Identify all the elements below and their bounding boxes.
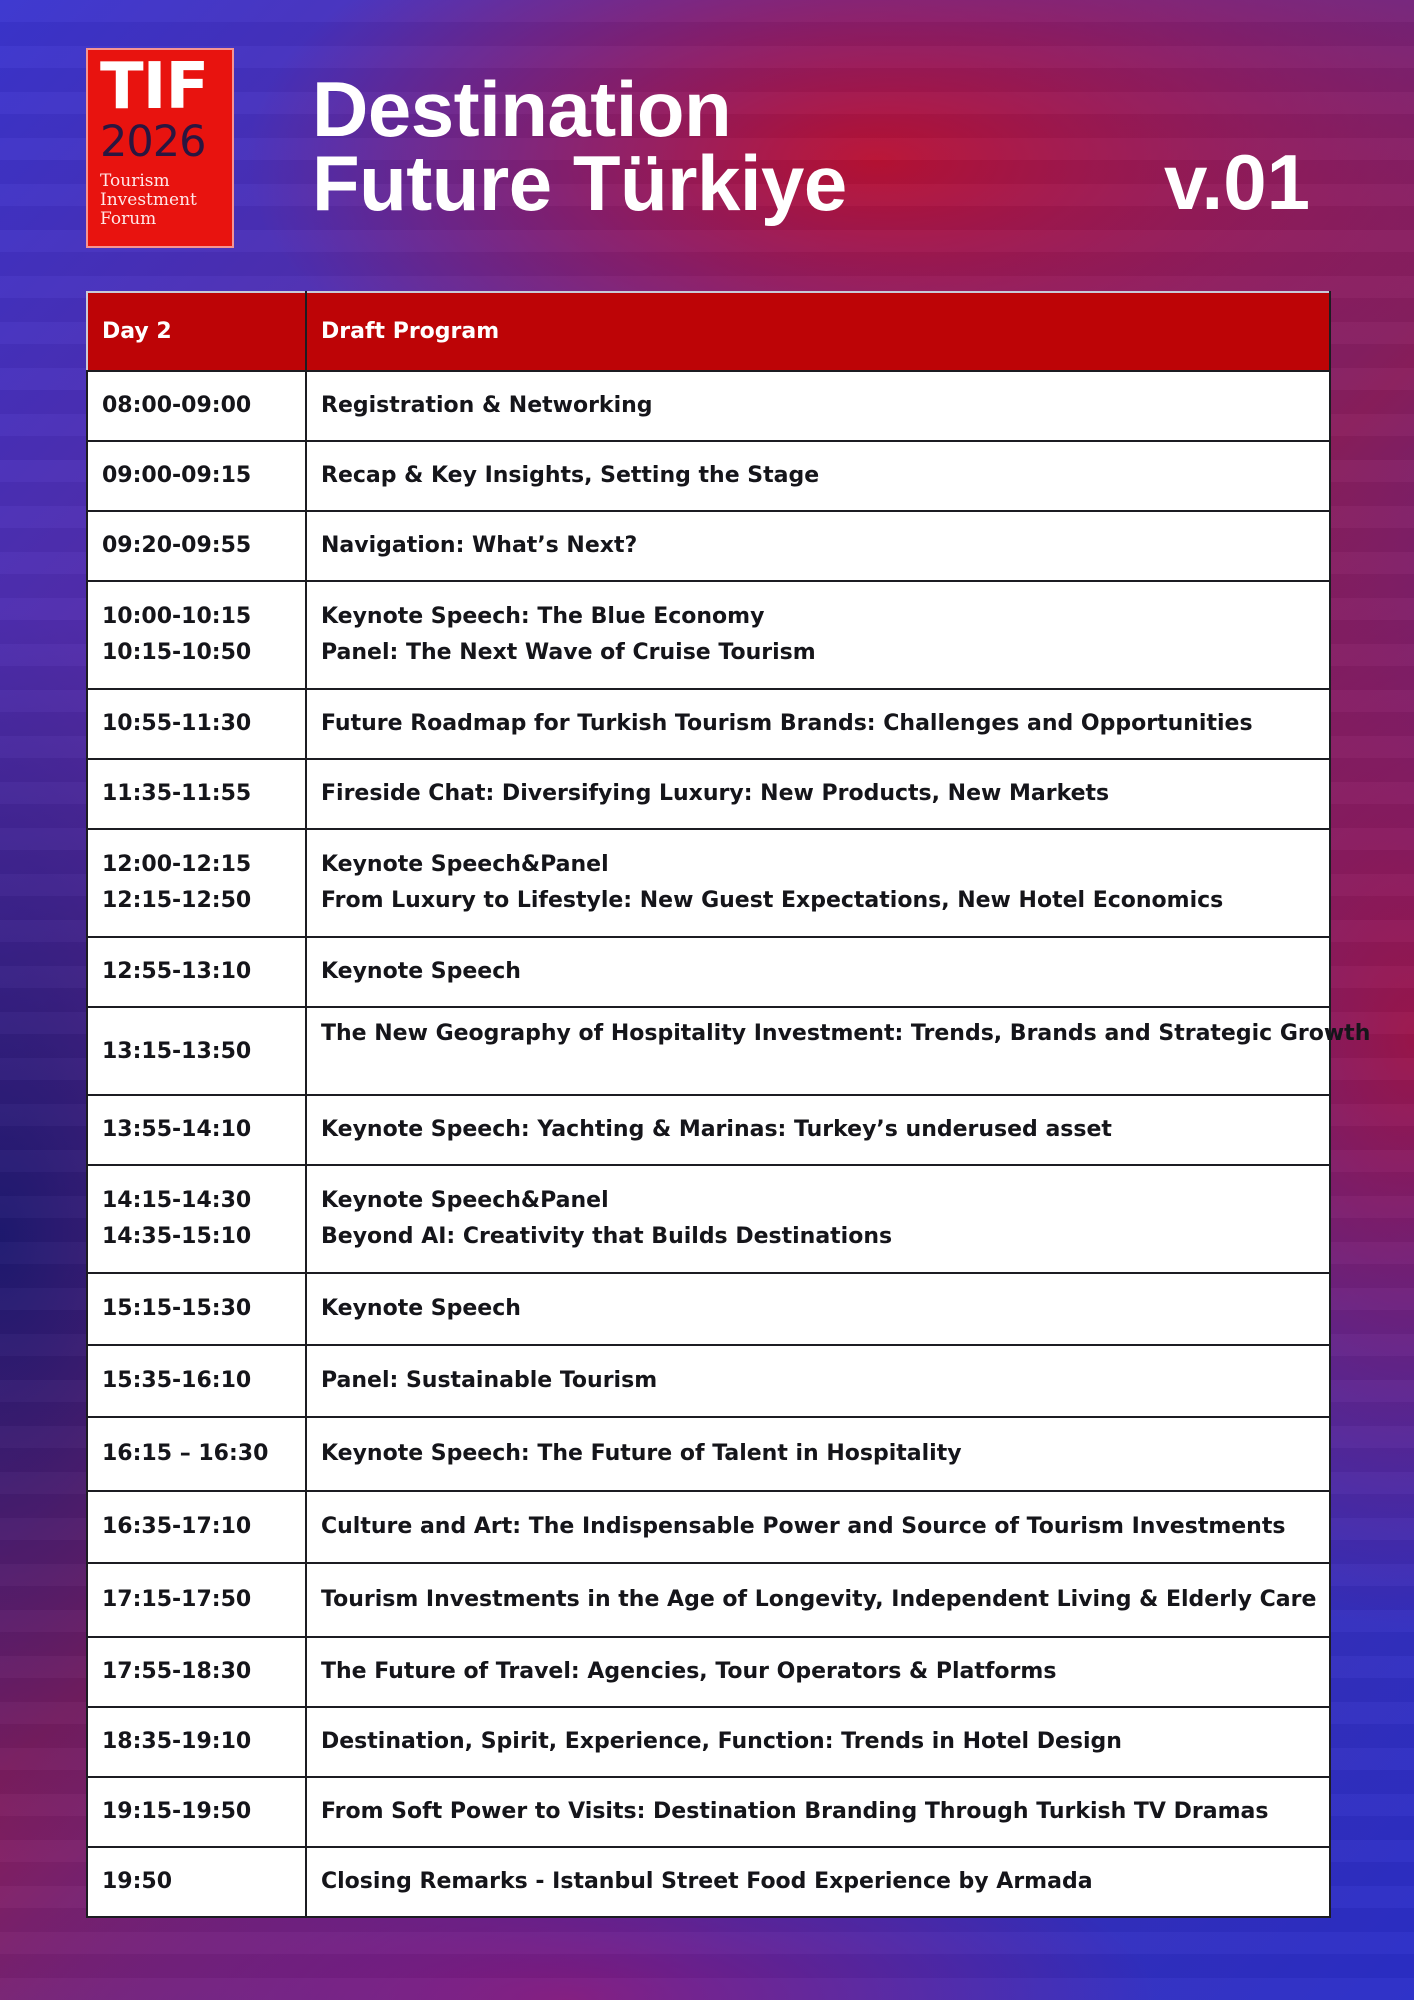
- program-item: Future Roadmap for Turkish Tourism Brands: Challenges and Opportunities: [321, 711, 1253, 736]
- page-title-line-2: Future Türkiye: [312, 139, 847, 227]
- time-cell: [87, 1417, 306, 1491]
- program-cell: [306, 1095, 1330, 1165]
- table-row: [87, 937, 1330, 1007]
- time-slot: 11:35-11:55: [102, 781, 252, 806]
- program-item: Fireside Chat: Diversifying Luxury: New Products, New Markets: [321, 781, 1110, 806]
- program-item: From Luxury to Lifestyle: New Guest Expectations, New Hotel Economics: [321, 888, 1224, 913]
- time-cell: [87, 1345, 306, 1417]
- time-slot: 14:35-15:10: [102, 1224, 252, 1249]
- program-cell: [306, 1777, 1330, 1847]
- time-slot: 13:55-14:10: [102, 1117, 252, 1142]
- table-row: [87, 581, 1330, 689]
- table-row: [87, 1563, 1330, 1637]
- time-slot: 08:00-09:00: [102, 393, 252, 418]
- day-header: Day 2: [87, 292, 306, 371]
- time-slot: 16:35-17:10: [102, 1514, 252, 1539]
- table-row: [87, 1165, 1330, 1273]
- time-cell: [87, 511, 306, 581]
- time-slot: 12:15-12:50: [102, 888, 252, 913]
- program-item: Destination, Spirit, Experience, Function: Trends in Hotel Design: [321, 1729, 1122, 1754]
- program-item: Keynote Speech: [321, 959, 521, 984]
- program-cell: [306, 511, 1330, 581]
- program-cell: [306, 829, 1330, 937]
- version-label: v.01: [1163, 138, 1310, 226]
- logo-subtitle-line: Investment: [100, 190, 197, 210]
- table-row: [87, 371, 1330, 441]
- program-cell: [306, 689, 1330, 759]
- time-cell: [87, 1273, 306, 1345]
- time-slot: 19:15-19:50: [102, 1799, 252, 1824]
- program-cell: [306, 1273, 1330, 1345]
- program-item: Keynote Speech: [321, 1296, 521, 1321]
- table-row: [87, 1007, 1330, 1095]
- time-cell: [87, 937, 306, 1007]
- program-cell: [306, 1847, 1330, 1917]
- table-row: [87, 689, 1330, 759]
- table-row: [87, 759, 1330, 829]
- table-row: [87, 1491, 1330, 1563]
- table-row: [87, 1707, 1330, 1777]
- program-cell: [306, 371, 1330, 441]
- table-row: [87, 1637, 1330, 1707]
- program-item: Keynote Speech&Panel: [321, 1188, 609, 1213]
- program-cell: [306, 937, 1330, 1007]
- time-slot: 12:55-13:10: [102, 959, 252, 984]
- program-cell: [306, 581, 1330, 689]
- program-item: Navigation: What’s Next?: [321, 533, 638, 558]
- time-slot: 12:00-12:15: [102, 852, 252, 877]
- time-cell: [87, 581, 306, 689]
- program-cell: [306, 1707, 1330, 1777]
- program-cell: [306, 1165, 1330, 1273]
- program-item: Panel: The Next Wave of Cruise Tourism: [321, 640, 816, 665]
- program-item: Keynote Speech: The Future of Talent in Hospitality: [321, 1441, 962, 1466]
- program-item: Culture and Art: The Indispensable Power and Source of Tourism Investments: [321, 1514, 1286, 1539]
- time-cell: [87, 1007, 306, 1095]
- time-cell: [87, 1095, 306, 1165]
- time-slot: 09:00-09:15: [102, 463, 252, 488]
- program-cell: [306, 1491, 1330, 1563]
- time-cell: [87, 1707, 306, 1777]
- table-row: [87, 511, 1330, 581]
- table-row: [87, 829, 1330, 937]
- program-item: Registration & Networking: [321, 393, 653, 418]
- program-table: [86, 291, 1371, 1918]
- program-item: Keynote Speech&Panel: [321, 852, 609, 877]
- program-item: From Soft Power to Visits: Destination Branding Through Turkish TV Dramas: [321, 1799, 1269, 1824]
- table-row: [87, 1417, 1330, 1491]
- program-cell: [306, 1345, 1330, 1417]
- logo-brand: TIF: [100, 50, 209, 124]
- time-slot: 15:15-15:30: [102, 1296, 252, 1321]
- table-row: [87, 1273, 1330, 1345]
- time-cell: [87, 1847, 306, 1917]
- table-row: [87, 1847, 1330, 1917]
- program-item: The Future of Travel: Agencies, Tour Operators & Platforms: [321, 1659, 1057, 1684]
- program-item: Keynote Speech: The Blue Economy: [321, 604, 765, 629]
- time-cell: [87, 829, 306, 937]
- time-cell: [87, 689, 306, 759]
- program-cell: [306, 1563, 1330, 1637]
- table-row: [87, 1345, 1330, 1417]
- time-slot: 17:15-17:50: [102, 1587, 252, 1612]
- time-cell: [87, 1563, 306, 1637]
- program-item: The New Geography of Hospitality Investment: Trends, Brands and Strategic Growth: [321, 1021, 1371, 1046]
- program-item: Panel: Sustainable Tourism: [321, 1368, 658, 1393]
- program-item: Closing Remarks - Istanbul Street Food Experience by Armada: [321, 1869, 1093, 1894]
- program-item: Keynote Speech: Yachting & Marinas: Turkey’s underused asset: [321, 1117, 1112, 1142]
- program-cell: [306, 1007, 1371, 1095]
- logo-year: 2026: [100, 117, 206, 167]
- time-cell: [87, 759, 306, 829]
- time-cell: [87, 1777, 306, 1847]
- program-item: Tourism Investments in the Age of Longevity, Independent Living & Elderly Care: [321, 1587, 1317, 1612]
- program-item: Beyond AI: Creativity that Builds Destinations: [321, 1224, 893, 1249]
- logo-subtitle-line: Tourism: [100, 171, 170, 191]
- time-cell: [87, 1491, 306, 1563]
- table-row: [87, 1095, 1330, 1165]
- time-slot: 18:35-19:10: [102, 1729, 252, 1754]
- time-slot: 17:55-18:30: [102, 1659, 252, 1684]
- time-slot: 15:35-16:10: [102, 1368, 252, 1393]
- page-title: [312, 65, 847, 227]
- program-cell: [306, 441, 1330, 511]
- time-slot: 14:15-14:30: [102, 1188, 252, 1213]
- program-table-body: [87, 371, 1371, 1917]
- program-header: Draft Program: [306, 292, 1330, 371]
- time-cell: [87, 1637, 306, 1707]
- time-slot: 10:00-10:15: [102, 604, 252, 629]
- program-item: Recap & Key Insights, Setting the Stage: [321, 463, 820, 488]
- time-cell: [87, 1165, 306, 1273]
- program-cell: [306, 1417, 1330, 1491]
- tif-logo: [86, 48, 234, 248]
- time-cell: [87, 371, 306, 441]
- program-cell: [306, 1637, 1330, 1707]
- time-slot: 19:50: [102, 1869, 173, 1894]
- table-header-row: [87, 292, 1330, 371]
- table-row: [87, 441, 1330, 511]
- time-slot: 10:55-11:30: [102, 711, 252, 736]
- logo-subtitle-line: Forum: [100, 209, 157, 229]
- table-row: [87, 1777, 1330, 1847]
- logo-subtitle: [100, 172, 222, 229]
- time-slot: 16:15 – 16:30: [102, 1441, 269, 1466]
- page-title-line-1: Destination: [312, 65, 732, 153]
- time-slot: 10:15-10:50: [102, 640, 252, 665]
- time-slot: 09:20-09:55: [102, 533, 252, 558]
- program-cell: [306, 759, 1330, 829]
- time-slot: 13:15-13:50: [102, 1039, 252, 1064]
- time-cell: [87, 441, 306, 511]
